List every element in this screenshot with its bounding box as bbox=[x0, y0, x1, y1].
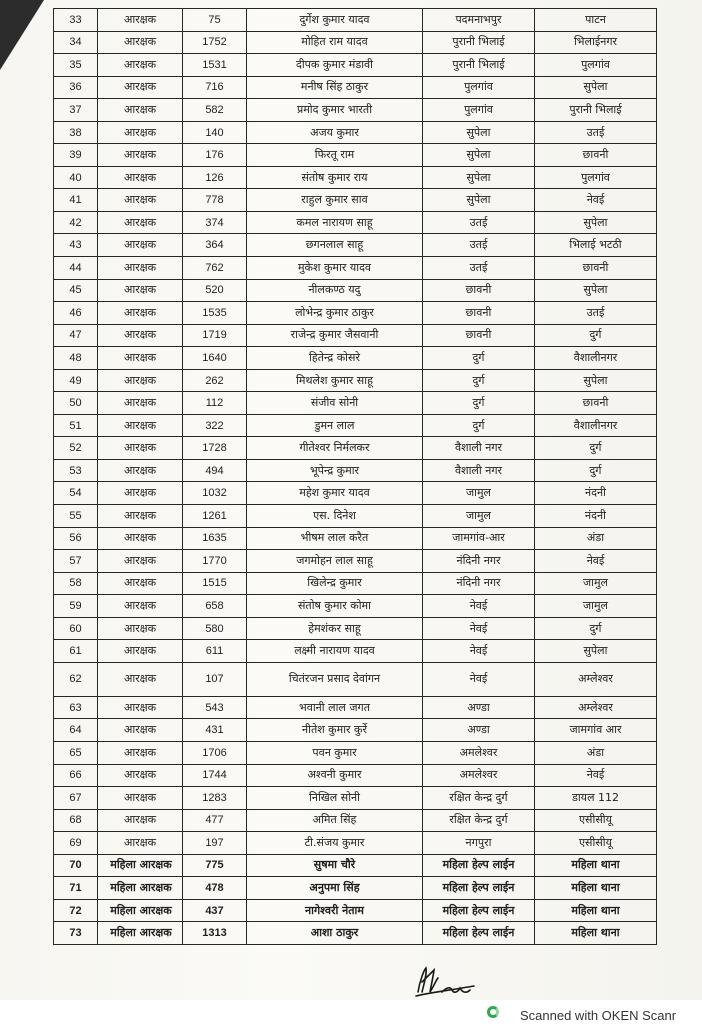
employee-name-cell: दुर्गेश कुमार यादव bbox=[247, 9, 423, 32]
new-posting-cell: उतई bbox=[535, 121, 657, 144]
current-posting-cell: रक्षित केन्द्र दुर्ग bbox=[423, 809, 535, 832]
serial-number-cell: 69 bbox=[54, 832, 98, 855]
badge-number-cell: 140 bbox=[183, 121, 247, 144]
badge-number-cell: 176 bbox=[183, 144, 247, 167]
new-posting-cell: जामुल bbox=[535, 572, 657, 595]
serial-number-cell: 46 bbox=[54, 302, 98, 325]
current-posting-cell: नेवई bbox=[423, 662, 535, 696]
employee-name-cell: चितंरजन प्रसाद देवांगन bbox=[247, 662, 423, 696]
serial-number-cell: 60 bbox=[54, 617, 98, 640]
badge-number-cell: 1515 bbox=[183, 572, 247, 595]
current-posting-cell: अण्डा bbox=[423, 719, 535, 742]
rank-cell: आरक्षक bbox=[98, 572, 183, 595]
badge-number-cell: 520 bbox=[183, 279, 247, 302]
employee-name-cell: दीपक कुमार मंडावी bbox=[247, 54, 423, 77]
new-posting-cell: दुर्ग bbox=[535, 459, 657, 482]
employee-name-cell: हेमशंकर साहू bbox=[247, 617, 423, 640]
table-row bbox=[54, 741, 657, 764]
table-row bbox=[54, 437, 657, 460]
table-row bbox=[54, 121, 657, 144]
serial-number-cell: 55 bbox=[54, 505, 98, 528]
serial-number-cell: 37 bbox=[54, 99, 98, 122]
current-posting-cell: पुलगांव bbox=[423, 99, 535, 122]
employee-name-cell: अमित सिंह bbox=[247, 809, 423, 832]
current-posting-cell: उतई bbox=[423, 211, 535, 234]
current-posting-cell: नेवई bbox=[423, 617, 535, 640]
table-row bbox=[54, 572, 657, 595]
new-posting-cell: छावनी bbox=[535, 392, 657, 415]
employee-name-cell: टी.संजय कुमार bbox=[247, 832, 423, 855]
rank-cell: आरक्षक bbox=[98, 54, 183, 77]
current-posting-cell: पुरानी भिलाई bbox=[423, 31, 535, 54]
badge-number-cell: 75 bbox=[183, 9, 247, 32]
new-posting-cell: अम्लेश्वर bbox=[535, 662, 657, 696]
badge-number-cell: 1032 bbox=[183, 482, 247, 505]
badge-number-cell: 1535 bbox=[183, 302, 247, 325]
current-posting-cell: दुर्ग bbox=[423, 347, 535, 370]
rank-cell: आरक्षक bbox=[98, 257, 183, 280]
rank-cell: आरक्षक bbox=[98, 617, 183, 640]
current-posting-cell: दुर्ग bbox=[423, 369, 535, 392]
new-posting-cell: उतई bbox=[535, 302, 657, 325]
rank-cell: आरक्षक bbox=[98, 144, 183, 167]
new-posting-cell: भिलाई भटठी bbox=[535, 234, 657, 257]
badge-number-cell: 478 bbox=[183, 877, 247, 900]
employee-name-cell: संतोष कुमार राय bbox=[247, 166, 423, 189]
badge-number-cell: 494 bbox=[183, 459, 247, 482]
employee-name-cell: आशा ठाकुर bbox=[247, 922, 423, 945]
badge-number-cell: 1752 bbox=[183, 31, 247, 54]
table-row bbox=[54, 527, 657, 550]
employee-name-cell: मनीष सिंह ठाकुर bbox=[247, 76, 423, 99]
new-posting-cell: महिला थाना bbox=[535, 854, 657, 877]
employee-name-cell: भवानी लाल जगत bbox=[247, 696, 423, 719]
table-row bbox=[54, 31, 657, 54]
current-posting-cell: उतई bbox=[423, 234, 535, 257]
badge-number-cell: 1706 bbox=[183, 741, 247, 764]
serial-number-cell: 62 bbox=[54, 662, 98, 696]
current-posting-cell: महिला हेल्प लाईन bbox=[423, 877, 535, 900]
table-row bbox=[54, 719, 657, 742]
rank-cell: आरक्षक bbox=[98, 482, 183, 505]
serial-number-cell: 56 bbox=[54, 527, 98, 550]
table-row bbox=[54, 302, 657, 325]
table-row bbox=[54, 166, 657, 189]
new-posting-cell: एसीसीयू bbox=[535, 809, 657, 832]
current-posting-cell: नंदिनी नगर bbox=[423, 572, 535, 595]
scanner-watermark-text: Scanned with OKEN Scanr bbox=[520, 1008, 677, 1023]
rank-cell: आरक्षक bbox=[98, 662, 183, 696]
new-posting-cell: अंडा bbox=[535, 741, 657, 764]
current-posting-cell: दुर्ग bbox=[423, 392, 535, 415]
serial-number-cell: 42 bbox=[54, 211, 98, 234]
employee-name-cell: नागेश्वरी नेताम bbox=[247, 899, 423, 922]
serial-number-cell: 49 bbox=[54, 369, 98, 392]
current-posting-cell: पुरानी भिलाई bbox=[423, 54, 535, 77]
rank-cell: आरक्षक bbox=[98, 369, 183, 392]
employee-name-cell: संतोष कुमार कोमा bbox=[247, 595, 423, 618]
table-row bbox=[54, 54, 657, 77]
table-row bbox=[54, 347, 657, 370]
employee-name-cell: पवन कुमार bbox=[247, 741, 423, 764]
current-posting-cell: उतई bbox=[423, 257, 535, 280]
rank-cell: आरक्षक bbox=[98, 741, 183, 764]
new-posting-cell: अंडा bbox=[535, 527, 657, 550]
serial-number-cell: 43 bbox=[54, 234, 98, 257]
current-posting-cell: छावनी bbox=[423, 324, 535, 347]
serial-number-cell: 73 bbox=[54, 922, 98, 945]
new-posting-cell: दुर्ग bbox=[535, 617, 657, 640]
new-posting-cell: डायल 112 bbox=[535, 787, 657, 810]
new-posting-cell: जामगांव आर bbox=[535, 719, 657, 742]
transfer-roster-table bbox=[53, 8, 657, 945]
serial-number-cell: 70 bbox=[54, 854, 98, 877]
table-row bbox=[54, 76, 657, 99]
rank-cell: आरक्षक bbox=[98, 640, 183, 663]
new-posting-cell: महिला थाना bbox=[535, 922, 657, 945]
new-posting-cell: सुपेला bbox=[535, 640, 657, 663]
rank-cell: महिला आरक्षक bbox=[98, 922, 183, 945]
table-row bbox=[54, 392, 657, 415]
table-row bbox=[54, 550, 657, 573]
current-posting-cell: नेवई bbox=[423, 640, 535, 663]
new-posting-cell: पुलगांव bbox=[535, 54, 657, 77]
current-posting-cell: महिला हेल्प लाईन bbox=[423, 922, 535, 945]
employee-name-cell: फिरतू राम bbox=[247, 144, 423, 167]
new-posting-cell: एसीसीयू bbox=[535, 832, 657, 855]
table-row bbox=[54, 505, 657, 528]
current-posting-cell: सुपेला bbox=[423, 166, 535, 189]
employee-name-cell: राहुल कुमार साव bbox=[247, 189, 423, 212]
employee-name-cell: लक्ष्मी नारायण यादव bbox=[247, 640, 423, 663]
current-posting-cell: पदमनाभपुर bbox=[423, 9, 535, 32]
current-posting-cell: महिला हेल्प लाईन bbox=[423, 899, 535, 922]
badge-number-cell: 778 bbox=[183, 189, 247, 212]
serial-number-cell: 39 bbox=[54, 144, 98, 167]
badge-number-cell: 1313 bbox=[183, 922, 247, 945]
new-posting-cell: नंदनी bbox=[535, 505, 657, 528]
new-posting-cell: नेवई bbox=[535, 764, 657, 787]
badge-number-cell: 1283 bbox=[183, 787, 247, 810]
table-row bbox=[54, 640, 657, 663]
table-row bbox=[54, 369, 657, 392]
current-posting-cell: नेवई bbox=[423, 595, 535, 618]
roster-body bbox=[54, 9, 657, 945]
scan-shadow-corner bbox=[0, 0, 44, 70]
rank-cell: महिला आरक्षक bbox=[98, 899, 183, 922]
rank-cell: आरक्षक bbox=[98, 189, 183, 212]
serial-number-cell: 48 bbox=[54, 347, 98, 370]
table-row bbox=[54, 414, 657, 437]
employee-name-cell: लोभेन्द्र कुमार ठाकुर bbox=[247, 302, 423, 325]
rank-cell: आरक्षक bbox=[98, 437, 183, 460]
new-posting-cell: जामुल bbox=[535, 595, 657, 618]
serial-number-cell: 61 bbox=[54, 640, 98, 663]
rank-cell: आरक्षक bbox=[98, 764, 183, 787]
current-posting-cell: सुपेला bbox=[423, 144, 535, 167]
table-row bbox=[54, 189, 657, 212]
new-posting-cell: अम्लेश्वर bbox=[535, 696, 657, 719]
badge-number-cell: 658 bbox=[183, 595, 247, 618]
current-posting-cell: दुर्ग bbox=[423, 414, 535, 437]
new-posting-cell: दुर्ग bbox=[535, 437, 657, 460]
table-row bbox=[54, 234, 657, 257]
serial-number-cell: 63 bbox=[54, 696, 98, 719]
employee-name-cell: सुषमा चौरे bbox=[247, 854, 423, 877]
serial-number-cell: 72 bbox=[54, 899, 98, 922]
rank-cell: आरक्षक bbox=[98, 211, 183, 234]
serial-number-cell: 65 bbox=[54, 741, 98, 764]
badge-number-cell: 1719 bbox=[183, 324, 247, 347]
employee-name-cell: अजय कुमार bbox=[247, 121, 423, 144]
table-row bbox=[54, 764, 657, 787]
rank-cell: आरक्षक bbox=[98, 121, 183, 144]
current-posting-cell: रक्षित केन्द्र दुर्ग bbox=[423, 787, 535, 810]
new-posting-cell: महिला थाना bbox=[535, 877, 657, 900]
table-row bbox=[54, 459, 657, 482]
current-posting-cell: पुलगांव bbox=[423, 76, 535, 99]
table-row bbox=[54, 662, 657, 696]
employee-name-cell: नीलकण्ठ यदु bbox=[247, 279, 423, 302]
rank-cell: आरक्षक bbox=[98, 595, 183, 618]
employee-name-cell: खिलेन्द्र कुमार bbox=[247, 572, 423, 595]
badge-number-cell: 322 bbox=[183, 414, 247, 437]
current-posting-cell: अमलेश्वर bbox=[423, 764, 535, 787]
rank-cell: महिला आरक्षक bbox=[98, 854, 183, 877]
rank-cell: आरक्षक bbox=[98, 787, 183, 810]
rank-cell: आरक्षक bbox=[98, 234, 183, 257]
current-posting-cell: छावनी bbox=[423, 279, 535, 302]
badge-number-cell: 1728 bbox=[183, 437, 247, 460]
rank-cell: आरक्षक bbox=[98, 832, 183, 855]
badge-number-cell: 611 bbox=[183, 640, 247, 663]
new-posting-cell: भिलाईनगर bbox=[535, 31, 657, 54]
serial-number-cell: 67 bbox=[54, 787, 98, 810]
badge-number-cell: 1744 bbox=[183, 764, 247, 787]
current-posting-cell: सुपेला bbox=[423, 121, 535, 144]
rank-cell: आरक्षक bbox=[98, 9, 183, 32]
table-row bbox=[54, 99, 657, 122]
serial-number-cell: 58 bbox=[54, 572, 98, 595]
serial-number-cell: 53 bbox=[54, 459, 98, 482]
table-row bbox=[54, 144, 657, 167]
serial-number-cell: 40 bbox=[54, 166, 98, 189]
badge-number-cell: 775 bbox=[183, 854, 247, 877]
table-row bbox=[54, 922, 657, 945]
badge-number-cell: 716 bbox=[183, 76, 247, 99]
badge-number-cell: 1770 bbox=[183, 550, 247, 573]
employee-name-cell: अश्वनी कुमार bbox=[247, 764, 423, 787]
employee-name-cell: संजीव सोनी bbox=[247, 392, 423, 415]
employee-name-cell: हितेन्द्र कोसरे bbox=[247, 347, 423, 370]
employee-name-cell: भीषम लाल करैत bbox=[247, 527, 423, 550]
new-posting-cell: छावनी bbox=[535, 144, 657, 167]
employee-name-cell: निखिल सोनी bbox=[247, 787, 423, 810]
badge-number-cell: 262 bbox=[183, 369, 247, 392]
current-posting-cell: अण्डा bbox=[423, 696, 535, 719]
badge-number-cell: 364 bbox=[183, 234, 247, 257]
rank-cell: महिला आरक्षक bbox=[98, 877, 183, 900]
current-posting-cell: नंदिनी नगर bbox=[423, 550, 535, 573]
new-posting-cell: सुपेला bbox=[535, 211, 657, 234]
current-posting-cell: महिला हेल्प लाईन bbox=[423, 854, 535, 877]
current-posting-cell: नगपुरा bbox=[423, 832, 535, 855]
employee-name-cell: छगनलाल साहू bbox=[247, 234, 423, 257]
employee-name-cell: भूपेन्द्र कुमार bbox=[247, 459, 423, 482]
badge-number-cell: 1635 bbox=[183, 527, 247, 550]
serial-number-cell: 52 bbox=[54, 437, 98, 460]
rank-cell: आरक्षक bbox=[98, 809, 183, 832]
rank-cell: आरक्षक bbox=[98, 99, 183, 122]
serial-number-cell: 41 bbox=[54, 189, 98, 212]
new-posting-cell: महिला थाना bbox=[535, 899, 657, 922]
employee-name-cell: महेश कुमार यादव bbox=[247, 482, 423, 505]
new-posting-cell: नंदनी bbox=[535, 482, 657, 505]
table-row bbox=[54, 257, 657, 280]
serial-number-cell: 57 bbox=[54, 550, 98, 573]
current-posting-cell: छावनी bbox=[423, 302, 535, 325]
new-posting-cell: सुपेला bbox=[535, 279, 657, 302]
rank-cell: आरक्षक bbox=[98, 459, 183, 482]
rank-cell: आरक्षक bbox=[98, 76, 183, 99]
new-posting-cell: दुर्ग bbox=[535, 324, 657, 347]
employee-name-cell: अनुपमा सिंह bbox=[247, 877, 423, 900]
badge-number-cell: 112 bbox=[183, 392, 247, 415]
rank-cell: आरक्षक bbox=[98, 302, 183, 325]
serial-number-cell: 66 bbox=[54, 764, 98, 787]
serial-number-cell: 51 bbox=[54, 414, 98, 437]
table-row bbox=[54, 696, 657, 719]
employee-name-cell: कमल नारायण साहू bbox=[247, 211, 423, 234]
badge-number-cell: 1640 bbox=[183, 347, 247, 370]
table-row bbox=[54, 899, 657, 922]
employee-name-cell: राजेन्द्र कुमार जैसवानी bbox=[247, 324, 423, 347]
badge-number-cell: 437 bbox=[183, 899, 247, 922]
badge-number-cell: 107 bbox=[183, 662, 247, 696]
employee-name-cell: जगमोहन लाल साहू bbox=[247, 550, 423, 573]
new-posting-cell: पुरानी भिलाई bbox=[535, 99, 657, 122]
table-row bbox=[54, 279, 657, 302]
serial-number-cell: 59 bbox=[54, 595, 98, 618]
current-posting-cell: जामुल bbox=[423, 482, 535, 505]
badge-number-cell: 762 bbox=[183, 257, 247, 280]
serial-number-cell: 35 bbox=[54, 54, 98, 77]
serial-number-cell: 34 bbox=[54, 31, 98, 54]
table-row bbox=[54, 595, 657, 618]
current-posting-cell: जामगांव-आर bbox=[423, 527, 535, 550]
table-row bbox=[54, 617, 657, 640]
table-row bbox=[54, 832, 657, 855]
badge-number-cell: 1531 bbox=[183, 54, 247, 77]
table-row bbox=[54, 211, 657, 234]
badge-number-cell: 543 bbox=[183, 696, 247, 719]
employee-name-cell: मोहित राम यादव bbox=[247, 31, 423, 54]
rank-cell: आरक्षक bbox=[98, 414, 183, 437]
new-posting-cell: वैशालीनगर bbox=[535, 347, 657, 370]
serial-number-cell: 54 bbox=[54, 482, 98, 505]
serial-number-cell: 44 bbox=[54, 257, 98, 280]
rank-cell: आरक्षक bbox=[98, 347, 183, 370]
table-row bbox=[54, 809, 657, 832]
new-posting-cell: सुपेला bbox=[535, 76, 657, 99]
serial-number-cell: 45 bbox=[54, 279, 98, 302]
new-posting-cell: पाटन bbox=[535, 9, 657, 32]
table-row bbox=[54, 854, 657, 877]
employee-name-cell: डुमन लाल bbox=[247, 414, 423, 437]
current-posting-cell: वैशाली नगर bbox=[423, 459, 535, 482]
serial-number-cell: 64 bbox=[54, 719, 98, 742]
rank-cell: आरक्षक bbox=[98, 505, 183, 528]
table-row bbox=[54, 787, 657, 810]
new-posting-cell: छावनी bbox=[535, 257, 657, 280]
table-row bbox=[54, 9, 657, 32]
new-posting-cell: पुलगांव bbox=[535, 166, 657, 189]
badge-number-cell: 431 bbox=[183, 719, 247, 742]
rank-cell: आरक्षक bbox=[98, 31, 183, 54]
rank-cell: आरक्षक bbox=[98, 166, 183, 189]
serial-number-cell: 33 bbox=[54, 9, 98, 32]
badge-number-cell: 197 bbox=[183, 832, 247, 855]
employee-name-cell: नीतेश कुमार कुर्रे bbox=[247, 719, 423, 742]
serial-number-cell: 47 bbox=[54, 324, 98, 347]
badge-number-cell: 126 bbox=[183, 166, 247, 189]
employee-name-cell: एस. दिनेश bbox=[247, 505, 423, 528]
current-posting-cell: वैशाली नगर bbox=[423, 437, 535, 460]
badge-number-cell: 477 bbox=[183, 809, 247, 832]
serial-number-cell: 71 bbox=[54, 877, 98, 900]
rank-cell: आरक्षक bbox=[98, 527, 183, 550]
handwritten-signature bbox=[412, 962, 478, 1000]
table-row bbox=[54, 324, 657, 347]
rank-cell: आरक्षक bbox=[98, 279, 183, 302]
new-posting-cell: नेवई bbox=[535, 189, 657, 212]
employee-name-cell: मुकेश कुमार यादव bbox=[247, 257, 423, 280]
serial-number-cell: 68 bbox=[54, 809, 98, 832]
employee-name-cell: प्रमोद कुमार भारती bbox=[247, 99, 423, 122]
rank-cell: आरक्षक bbox=[98, 696, 183, 719]
employee-name-cell: मिथलेश कुमार साहू bbox=[247, 369, 423, 392]
rank-cell: आरक्षक bbox=[98, 392, 183, 415]
scanner-logo-icon bbox=[487, 1006, 499, 1018]
current-posting-cell: जामुल bbox=[423, 505, 535, 528]
employee-name-cell: गीतेश्वर निर्मलकर bbox=[247, 437, 423, 460]
table-row bbox=[54, 877, 657, 900]
table-row bbox=[54, 482, 657, 505]
serial-number-cell: 36 bbox=[54, 76, 98, 99]
rank-cell: आरक्षक bbox=[98, 719, 183, 742]
new-posting-cell: नेवई bbox=[535, 550, 657, 573]
serial-number-cell: 50 bbox=[54, 392, 98, 415]
rank-cell: आरक्षक bbox=[98, 550, 183, 573]
badge-number-cell: 580 bbox=[183, 617, 247, 640]
serial-number-cell: 38 bbox=[54, 121, 98, 144]
badge-number-cell: 374 bbox=[183, 211, 247, 234]
badge-number-cell: 582 bbox=[183, 99, 247, 122]
new-posting-cell: सुपेला bbox=[535, 369, 657, 392]
current-posting-cell: सुपेला bbox=[423, 189, 535, 212]
current-posting-cell: अमलेश्वर bbox=[423, 741, 535, 764]
rank-cell: आरक्षक bbox=[98, 324, 183, 347]
new-posting-cell: वैशालीनगर bbox=[535, 414, 657, 437]
badge-number-cell: 1261 bbox=[183, 505, 247, 528]
